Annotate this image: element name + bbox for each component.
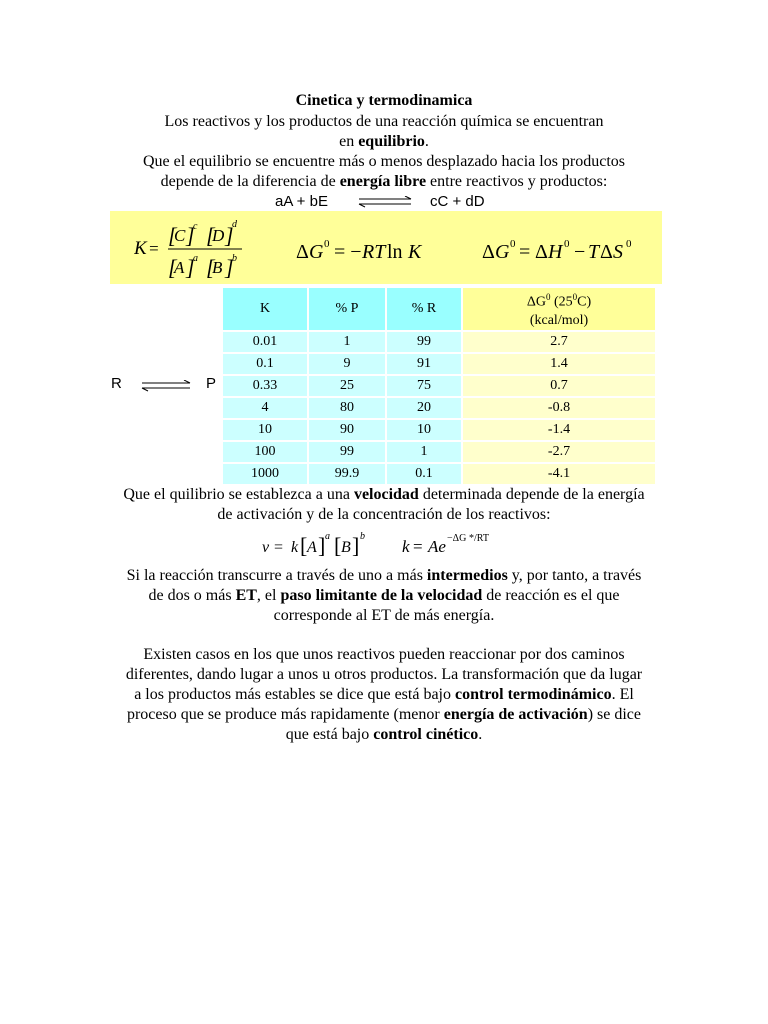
control-line-1: Existen casos en los que unos reactivos pueden reaccionar por dos caminos — [143, 646, 625, 663]
svg-text:]: ] — [186, 223, 195, 248]
svg-text:0: 0 — [510, 238, 516, 250]
svg-text:*/RT: */RT — [469, 533, 489, 544]
table-cell: 25 — [308, 375, 386, 397]
page-title: Cinetica y termodinamica — [295, 92, 473, 109]
control-line-3-end: . El — [611, 686, 634, 703]
svg-text:d: d — [232, 219, 237, 230]
table-cell: 1000 — [222, 463, 308, 485]
table-cell: 1.4 — [462, 353, 656, 375]
intro-line-4-end: entre reactivos y productos: — [426, 173, 608, 190]
svg-text:[: [ — [168, 255, 177, 279]
table-cell: 99.9 — [308, 463, 386, 485]
svg-text:B: B — [212, 258, 223, 277]
table-cell: 99 — [308, 441, 386, 463]
reaction-reactants: aA + bE — [275, 193, 328, 210]
svg-text:A: A — [307, 539, 317, 556]
kinetics-line-2: de activación y de la concentración de los reactivos: — [217, 506, 551, 523]
table-header-row — [222, 287, 656, 331]
reaction-products: cC + dD — [430, 193, 485, 210]
svg-text:Ae: Ae — [428, 537, 446, 556]
table-cell: 75 — [386, 375, 462, 397]
svg-text:c: c — [193, 221, 198, 232]
svg-text:K: K — [408, 241, 422, 263]
intermediates-line-2 — [100, 586, 668, 606]
product-label: P — [206, 375, 217, 392]
control-line-5 — [100, 725, 668, 745]
delta-g-header-unit: (kcal/mol) — [529, 312, 589, 328]
intermediates-line-3: corresponde al ET de más energía. — [273, 607, 495, 624]
intro-equilibrio-bold: equilibrio — [358, 133, 425, 150]
svg-text:v: v — [262, 539, 270, 556]
table-cell: 2.7 — [462, 331, 656, 353]
intermediates-bold: intermedios — [426, 567, 508, 584]
control-line-3-text: a los productos más estables se dice que está bajo — [134, 686, 455, 703]
table-cell: 4 — [222, 397, 308, 419]
rate-limiting-step-bold: paso limitante de la velocidad — [280, 587, 483, 604]
svg-text:=: = — [413, 537, 423, 556]
control-line-4-end: ) se dice — [587, 706, 642, 723]
svg-text:]: ] — [186, 255, 195, 279]
svg-text:A: A — [174, 258, 185, 277]
table-cell: 10 — [222, 419, 308, 441]
intro-line-2-end: . — [424, 133, 429, 150]
gibbs-k-formula — [296, 237, 436, 265]
table-row — [222, 441, 656, 463]
table-body — [222, 331, 656, 485]
svg-text:a: a — [325, 531, 330, 542]
svg-text:]: ] — [352, 533, 360, 558]
column-header-k: K — [222, 287, 308, 331]
svg-text:=: = — [519, 241, 531, 263]
gibbs-enthalpy-entropy-formula — [482, 237, 652, 265]
intro-line-3: Que el equilibrio se encuentre más o menos desplazado hacia los productos — [142, 153, 626, 170]
svg-text:D: D — [212, 226, 225, 245]
svg-text:0: 0 — [626, 238, 632, 250]
svg-text:H: H — [548, 241, 563, 263]
k-fraction-icon — [134, 217, 254, 279]
table-cell: 1 — [308, 331, 386, 353]
table-cell: -1.4 — [462, 419, 656, 441]
svg-text:0: 0 — [324, 238, 330, 250]
intro-line-1: Los reactivos y los productos de una reacción química se encuentran — [164, 113, 604, 130]
rate-law-formula — [262, 528, 512, 562]
svg-text:]: ] — [225, 255, 234, 279]
table-cell: 100 — [222, 441, 308, 463]
table-cell: 99 — [386, 331, 462, 353]
table-cell: 10 — [386, 419, 462, 441]
svg-text:= −: = − — [334, 241, 362, 263]
equilibrium-table — [221, 286, 657, 486]
svg-text:Δ: Δ — [482, 241, 495, 263]
table-row — [222, 353, 656, 375]
intermediates-line-2-end: de reacción es el que — [482, 587, 620, 604]
equilibrium-arrows-icon — [140, 380, 192, 392]
table-row — [222, 375, 656, 397]
control-line-4 — [100, 705, 668, 725]
svg-text:b: b — [360, 531, 365, 542]
column-header-percent-r: % R — [386, 287, 462, 331]
thermodynamic-control-bold: control termodinámico — [455, 686, 612, 703]
table-cell: -0.8 — [462, 397, 656, 419]
kinetics-line-1 — [100, 485, 668, 505]
table-cell: 9 — [308, 353, 386, 375]
table-cell: 1 — [386, 441, 462, 463]
et-bold: ET — [235, 587, 257, 604]
svg-text:=: = — [274, 539, 284, 556]
svg-text:G: G — [309, 241, 324, 263]
table-cell: 0.33 — [222, 375, 308, 397]
svg-text:Δ: Δ — [535, 241, 548, 263]
table-cell: 90 — [308, 419, 386, 441]
svg-text:k: k — [291, 539, 299, 556]
svg-text:0: 0 — [564, 238, 570, 250]
svg-text:]: ] — [318, 533, 326, 558]
kinetics-paragraph — [100, 485, 668, 525]
control-line-5-end: . — [478, 726, 483, 743]
svg-text:ln: ln — [387, 241, 403, 263]
kinetics-velocidad-bold: velocidad — [353, 486, 419, 503]
svg-text:[: [ — [168, 223, 177, 248]
column-header-percent-p: % P — [308, 287, 386, 331]
intermediates-line-1-text: Si la reacción transcurre a través de uno a más — [126, 567, 427, 584]
control-line-3 — [100, 685, 668, 705]
table-row — [222, 419, 656, 441]
equations-box — [110, 211, 662, 284]
table-cell: 0.01 — [222, 331, 308, 353]
intro-line-2 — [100, 132, 668, 152]
svg-text:Δ: Δ — [600, 241, 613, 263]
intermediates-line-2-mid: , el — [256, 587, 281, 604]
intro-line-4-text: depende de la diferencia de — [160, 173, 340, 190]
svg-text:=: = — [148, 239, 160, 258]
svg-text:G: G — [495, 241, 510, 263]
svg-text:B: B — [341, 539, 351, 556]
table-row — [222, 397, 656, 419]
svg-text:[: [ — [206, 255, 215, 279]
intermediates-line-2-text: de dos o más — [148, 587, 236, 604]
table-cell: -2.7 — [462, 441, 656, 463]
table-cell: 91 — [386, 353, 462, 375]
table-cell: -4.1 — [462, 463, 656, 485]
activation-energy-bold: energía de activación — [443, 706, 588, 723]
intermediates-line-1 — [100, 566, 668, 586]
table-row — [222, 463, 656, 485]
reactant-label: R — [111, 375, 122, 392]
kinetics-line-1-end: determinada depende de la energía — [418, 486, 645, 503]
reaction-equation — [0, 193, 768, 211]
intermediates-line-1-end: y, por tanto, a través — [507, 567, 642, 584]
table-cell: 0.1 — [386, 463, 462, 485]
equilibrium-arrows-icon — [357, 196, 413, 208]
svg-text:T: T — [588, 241, 600, 263]
kinetic-control-bold: control cinético — [373, 726, 479, 743]
table-cell: 80 — [308, 397, 386, 419]
svg-text:S: S — [613, 241, 623, 263]
svg-text:[: [ — [300, 533, 308, 558]
intro-line-4 — [100, 172, 668, 192]
control-line-4-text: proceso que se produce más rapidamente (menor — [126, 706, 444, 723]
equilibrium-constant-formula — [134, 217, 254, 279]
svg-text:k: k — [402, 537, 410, 556]
svg-text:K: K — [134, 238, 147, 259]
svg-text:b: b — [232, 253, 237, 264]
control-line-5-text: que está bajo — [285, 726, 374, 743]
svg-text:−ΔG: −ΔG — [447, 533, 467, 544]
svg-text:]: ] — [225, 223, 234, 248]
intro-paragraph — [100, 112, 668, 192]
intro-energia-libre-bold: energía libre — [339, 173, 427, 190]
kinetics-line-1-text: Que el quilibrio se establezca a una — [123, 486, 354, 503]
intermediates-paragraph — [100, 566, 668, 626]
intro-line-2-text: en — [339, 133, 359, 150]
svg-text:−: − — [574, 241, 586, 263]
svg-text:RT: RT — [362, 241, 386, 263]
control-paragraph — [100, 645, 668, 745]
column-header-delta-g — [462, 287, 656, 331]
delta-g-header-main: $\Delta G^0$ $(25^0C)$ — [526, 292, 592, 310]
svg-text:[: [ — [206, 223, 215, 248]
svg-text:a: a — [193, 253, 198, 264]
svg-text:C: C — [174, 226, 186, 245]
control-line-2: diferentes, dando lugar a unos u otros productos. La transformación que da lugar — [125, 666, 643, 683]
table-cell: 0.1 — [222, 353, 308, 375]
table-row — [222, 331, 656, 353]
svg-text:Δ: Δ — [296, 241, 309, 263]
table-cell: 20 — [386, 397, 462, 419]
table-cell: 0.7 — [462, 375, 656, 397]
svg-text:[: [ — [334, 533, 342, 558]
